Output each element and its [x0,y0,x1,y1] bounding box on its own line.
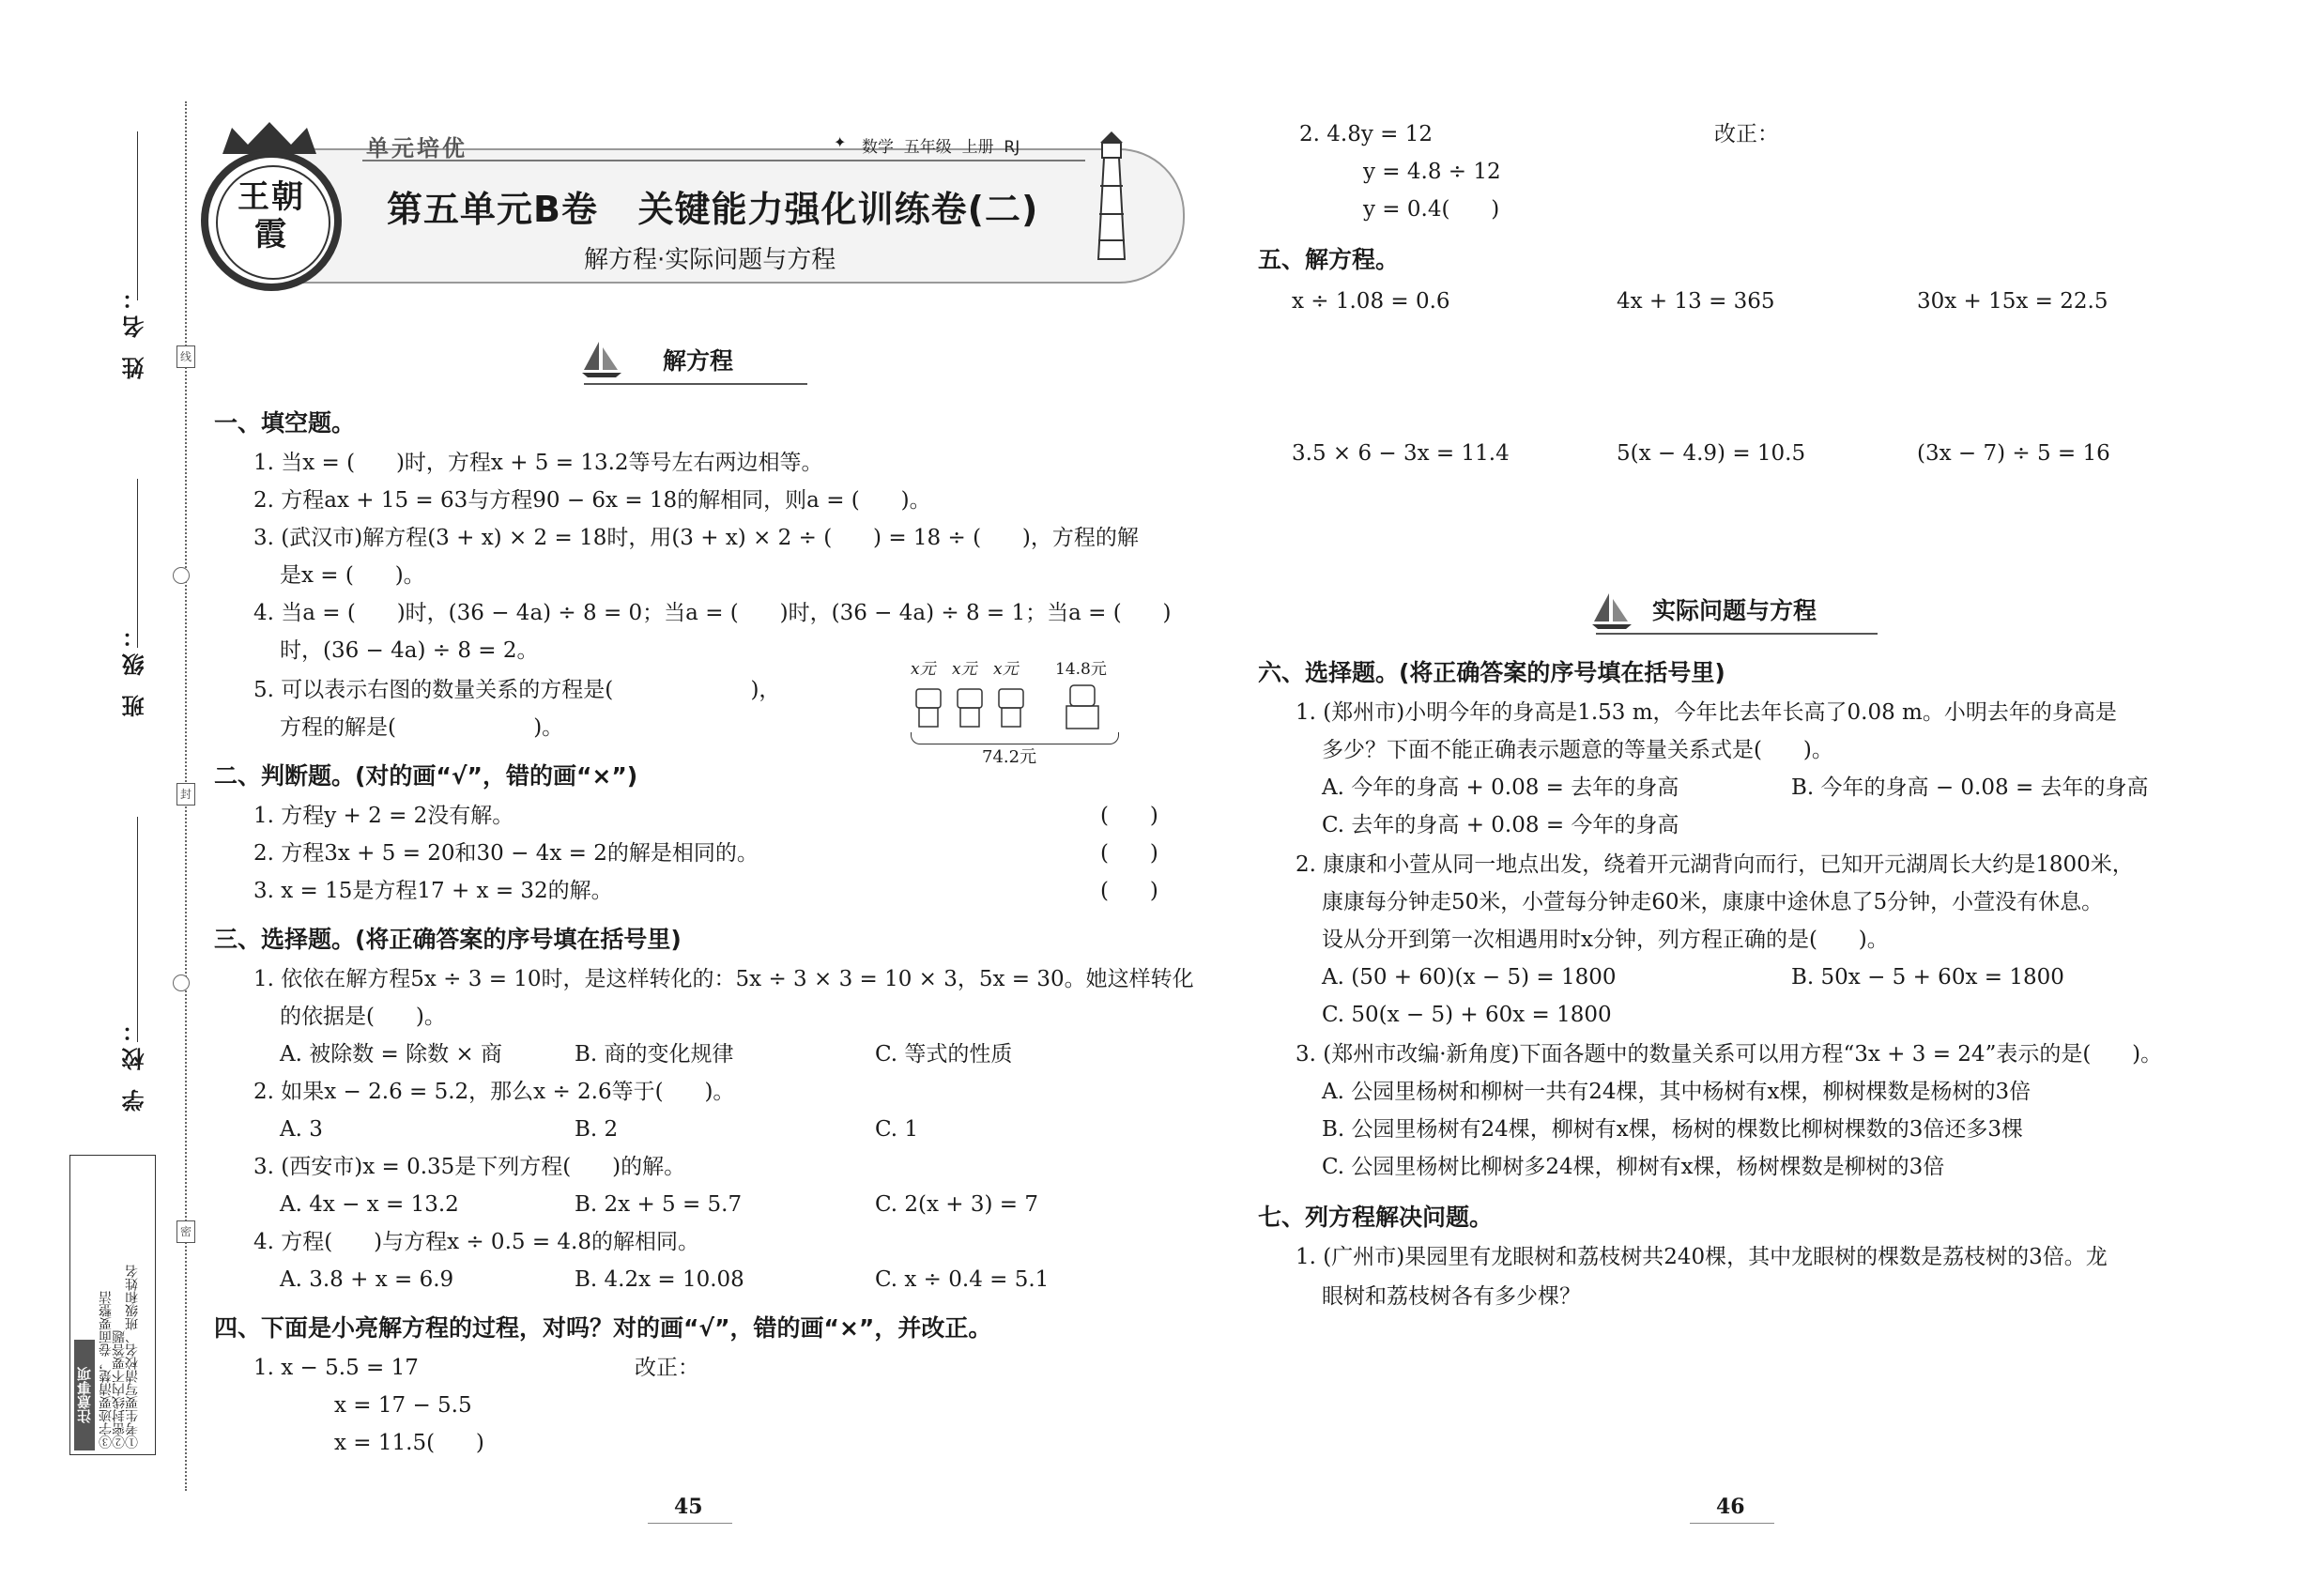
option-c[interactable]: C. 公园里杨树比柳树多24棵，柳树有x棵，杨树棵数是柳树的3倍 [1322,1155,1945,1179]
name-label: 姓 名： [122,282,148,380]
option-c[interactable]: C. 去年的身高 + 0.08 = 今年的身高 [1322,813,1679,837]
equation: x ÷ 1.08 = 0.6 [1292,289,1450,314]
answer-bracket[interactable]: ( ) [1100,879,1158,903]
question-item: 2. 方程ax + 15 = 63与方程90 − 6x = 18的解相同，则a = ( )。 [253,488,931,513]
question-item: 康康每分钟走50米，小萱每分钟走60米，康康中途休息了5分钟，小萱没有休息。 [1322,890,2104,914]
section-title: 三、选择题。(将正确答案的序号填在括号里) [214,926,682,953]
question-item: 3. (郑州市改编·新角度)下面各题中的数量关系可以用方程“3x + 3 = 24”表示的是( )。 [1296,1042,2163,1067]
equation: 4x + 13 = 365 [1617,289,1775,314]
question-item: 1. 方程y + 2 = 2没有解。 [253,804,514,828]
option-b[interactable]: B. 商的变化规律 [575,1042,734,1067]
question-item: 是x = ( )。 [280,563,425,588]
seal-char-secret: 密 [176,1220,195,1243]
question-item: 3. (西安市)x = 0.35是下列方程( )的解。 [253,1155,686,1179]
section-banner: 解方程 [663,347,734,375]
question-item: 2. 方程3x + 5 = 20和30 − 4x = 2的解是相同的。 [253,841,759,866]
name-field[interactable] [137,131,138,300]
figure-label: 14.8元 [1055,660,1107,679]
sparkle-icon: ✦ [834,133,847,151]
page-number-ornament [1690,1523,1774,1524]
option-a[interactable]: A. (50 + 60)(x − 5) = 1800 [1322,965,1617,990]
solution-line: x = 17 − 5.5 [334,1393,472,1418]
notice-line: ①考生要写清校名、班级和姓名 [125,1265,140,1449]
figure-label: x元 [993,660,1019,679]
page-number-ornament [648,1523,732,1524]
solution-line: 2. 4.8y = 12 [1299,122,1433,146]
section-title: 七、列方程解决问题。 [1258,1204,1494,1231]
question-item: 1. (郑州市)小明今年的身高是1.53 m，今年比去年长高了0.08 m。小明去年的身高是 [1296,700,2117,725]
equation: (3x − 7) ÷ 5 = 16 [1917,441,2110,466]
figure-label: x元 [952,660,977,679]
notice-title: 注意事项 [74,1340,95,1450]
question-item: 4. 当a = ( )时，(36 − 4a) ÷ 8 = 0；当a = ( )时，(36 − 4a) ÷ 8 = 1；当a = ( ) [253,601,1172,625]
banner-underline [584,383,807,385]
question-item: 1. 当x = ( )时，方程x + 5 = 13.2等号左右两边相等。 [253,451,823,475]
option-a[interactable]: A. 被除数 = 除数 × 商 [280,1042,503,1067]
class-field[interactable] [137,479,138,648]
section-banner: 实际问题与方程 [1652,597,1817,624]
section-title: 五、解方程。 [1258,246,1400,273]
notice-box [69,1155,156,1455]
option-c[interactable]: C. 50(x − 5) + 60x = 1800 [1322,1003,1612,1027]
option-c[interactable]: C. x ÷ 0.4 = 5.1 [875,1267,1050,1292]
subject-info: 数学 五年级 上册 RJ [862,138,1020,157]
solution-line[interactable]: y = 0.4( ) [1363,197,1500,222]
notice-line: ②密封线内不要答题 [112,1330,127,1449]
school-label: 学 校： [122,1014,148,1113]
option-b[interactable]: B. 今年的身高 − 0.08 = 去年的身高 [1791,775,2149,800]
circle-mark [173,567,190,584]
series-tag: 单元培优 [366,135,468,161]
header-divider [362,160,1085,161]
section-title: 四、下面是小亮解方程的过程，对吗？对的画“√”，错的画“×”，并改正。 [214,1314,992,1342]
solution-line: 1. x − 5.5 = 17 [253,1356,419,1380]
figure-total: 74.2元 [982,747,1037,767]
question-item: 3. x = 15是方程17 + x = 32的解。 [253,879,613,903]
question-item: 3. (武汉市)解方程(3 + x) × 2 = 18时，用(3 + x) × 2 ÷ ( ) = 18 ÷ ( )，方程的解 [253,526,1139,550]
option-b[interactable]: B. 2x + 5 = 5.7 [575,1192,743,1217]
figure-label: x元 [911,660,936,679]
page-number: 45 [674,1495,703,1519]
option-a[interactable]: A. 3.8 + x = 6.9 [280,1267,454,1292]
option-b[interactable]: B. 50x − 5 + 60x = 1800 [1791,965,2064,990]
seal-char-seal: 封 [176,783,195,806]
sailboat-icon [580,340,623,383]
option-a[interactable]: A. 3 [280,1117,323,1142]
question-item: 方程的解是( )。 [280,715,564,740]
option-a[interactable]: A. 公园里杨树和柳树一共有24棵，其中杨树有x棵，柳树棵数是杨树的3倍 [1322,1080,2032,1104]
equation: 30x + 15x = 22.5 [1917,289,2108,314]
option-b[interactable]: B. 2 [575,1117,619,1142]
option-a[interactable]: A. 今年的身高 + 0.08 = 去年的身高 [1322,775,1679,800]
school-field[interactable] [137,817,138,1042]
option-b[interactable]: B. 4.2x = 10.08 [575,1267,744,1292]
lighthouse-icon [1083,130,1140,261]
question-item: 1. 依依在解方程5x ÷ 3 = 10时，是这样转化的：5x ÷ 3 × 3 = 10 × 3，5x = 30。她这样转化 [253,967,1194,991]
question-item: 2. 如果x − 2.6 = 5.2，那么x ÷ 2.6等于( )。 [253,1080,735,1104]
seal-char-line: 线 [176,345,195,368]
option-c[interactable]: C. 2(x + 3) = 7 [875,1192,1039,1217]
option-a[interactable]: A. 4x − x = 13.2 [280,1192,459,1217]
answer-bracket[interactable]: ( ) [1100,841,1158,866]
question-item: 设从分开到第一次相遇用时x分钟，列方程正确的是( )。 [1322,928,1889,952]
notice-line: ③字迹要清楚，卷面要整洁 [99,1291,114,1449]
section-title: 六、选择题。(将正确答案的序号填在括号里) [1258,659,1725,686]
question-item: 4. 方程( )与方程x ÷ 0.5 = 4.8的解相同。 [253,1230,699,1254]
solution-line[interactable]: x = 11.5( ) [334,1431,484,1455]
question-item: 多少？下面不能正确表示题意的等量关系式是( )。 [1322,738,1833,762]
question-item: 5. 可以表示右图的数量关系的方程是( )， [253,678,781,702]
logo-text: 王朝霞 [238,178,305,253]
class-label: 班 级： [122,620,148,718]
solution-line: y = 4.8 ÷ 12 [1363,160,1501,184]
correct-label: 改正： [635,1356,699,1380]
equation: 3.5 × 6 − 3x = 11.4 [1292,441,1510,466]
section-title: 一、填空题。 [214,409,356,437]
robot-toy-icon [911,683,1108,736]
section-title: 二、判断题。(对的画“√”，错的画“×”) [214,762,638,790]
question-item: 2. 康康和小萱从同一地点出发，绕着开元湖背向而行，已知开元湖周长大约是1800米， [1296,852,2134,877]
page-number: 46 [1716,1495,1745,1519]
page-title: 第五单元B卷 关键能力强化训练卷(二) [387,189,1039,230]
option-c[interactable]: C. 等式的性质 [875,1042,1013,1067]
page-subtitle: 解方程·实际问题与方程 [584,246,836,274]
answer-bracket[interactable]: ( ) [1100,804,1158,828]
option-c[interactable]: C. 1 [875,1117,919,1142]
correct-label: 改正： [1714,122,1779,146]
sailboat-icon [1590,591,1633,635]
option-b[interactable]: B. 公园里杨树有24棵，柳树有x棵，杨树的棵数比柳树棵数的3倍还多3棵 [1322,1117,2024,1142]
equation: 5(x − 4.9) = 10.5 [1617,441,1806,466]
question-item: 眼树和荔枝树各有多少棵？ [1322,1284,1581,1309]
question-item: 1. (广州市)果园里有龙眼树和荔枝树共240棵，其中龙眼树的棵数是荔枝树的3倍。龙 [1296,1245,2108,1269]
question-item: 的依据是( )。 [280,1005,446,1029]
banner-underline [1596,633,1878,635]
circle-mark [173,974,190,991]
question-item: 时，(36 − 4a) ÷ 8 = 2。 [280,638,539,663]
